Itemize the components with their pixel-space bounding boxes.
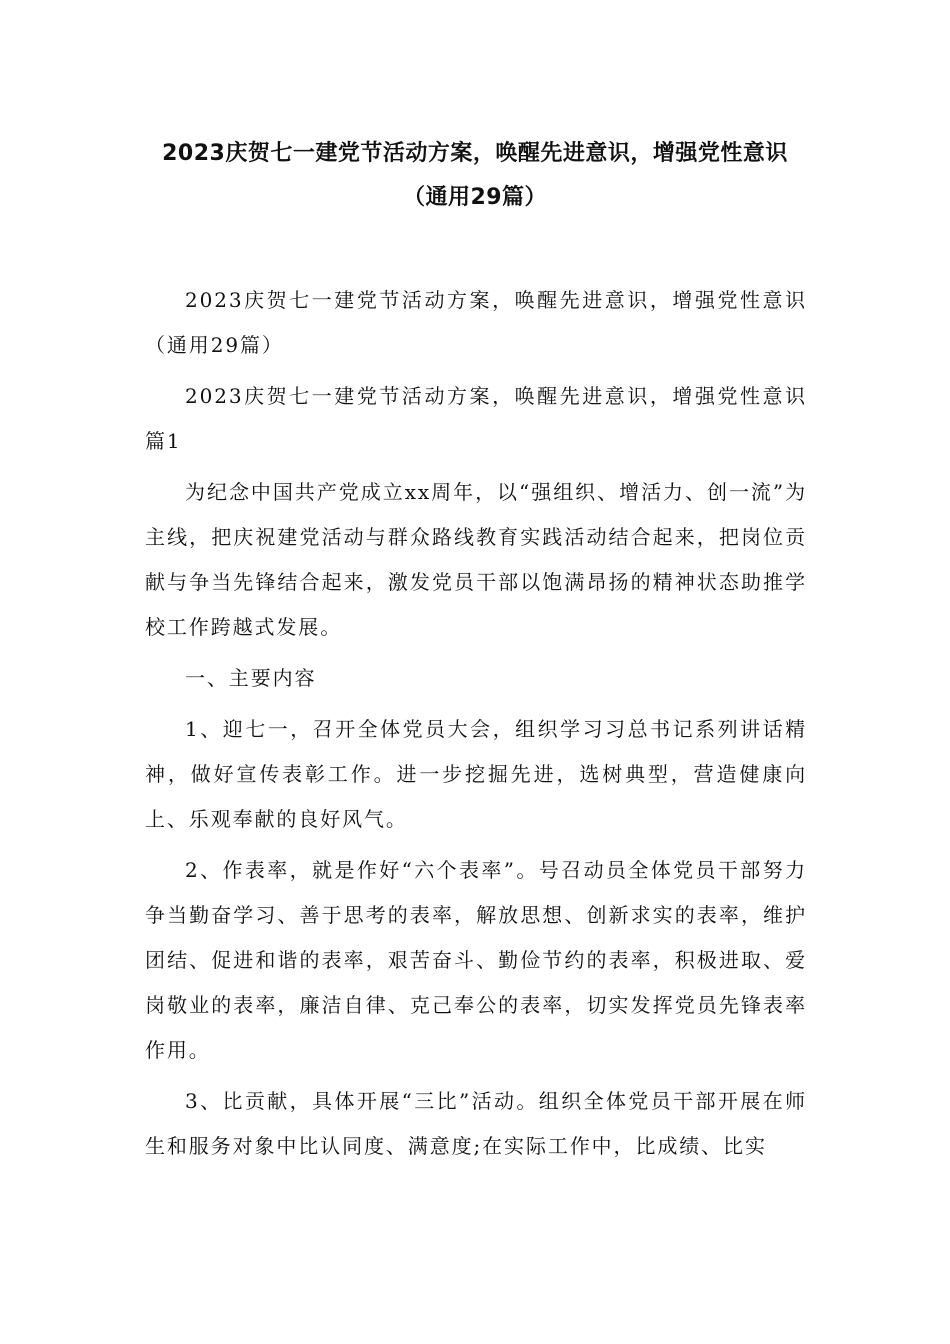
document-body (145, 278, 807, 1169)
paragraph-heading-repeat: 2023庆贺七一建党节活动方案，唤醒先进意识，增强党性意识（通用29篇） (145, 288, 807, 357)
section-heading: 一、主要内容 (185, 666, 317, 690)
paragraph-item-2: 2、作表率，就是作好“六个表率”。号召动员全体党员干部努力争当勤奋学习、善于思考的表率，解放思想、创新求实的表率，维护团结、促进和谐的表率，艰苦奋斗、勤俭节约的表率，积极进取、爱岗敬业的表率，廉洁自律、克己奉公的表率，切实发挥党员先锋表率作用。 (145, 858, 807, 1062)
document-title: 2023庆贺七一建党节活动方案，唤醒先进意识，增强党性意识（通用29篇） (162, 141, 788, 210)
paragraph-article-title: 2023庆贺七一建党节活动方案，唤醒先进意识，增强党性意识篇1 (145, 384, 807, 453)
paragraph-intro: 为纪念中国共产党成立xx周年，以“强组织、增活力、创一流”为主线，把庆祝建党活动与群众路线教育实践活动结合起来，把岗位贡献与争当先锋结合起来，激发党员干部以饱满昂扬的精神状态助推学校工作跨越式发展。 (145, 480, 807, 639)
paragraph-item-3: 3、比贡献，具体开展“三比”活动。组织全体党员干部开展在师生和服务对象中比认同度、满意度;在实际工作中，比成绩、比实 (145, 1089, 807, 1158)
paragraph-item-1: 1、迎七一，召开全体党员大会，组织学习习总书记系列讲话精神，做好宣传表彰工作。进一步挖掘先进，选树典型，营造健康向上、乐观奉献的良好风气。 (145, 717, 807, 831)
